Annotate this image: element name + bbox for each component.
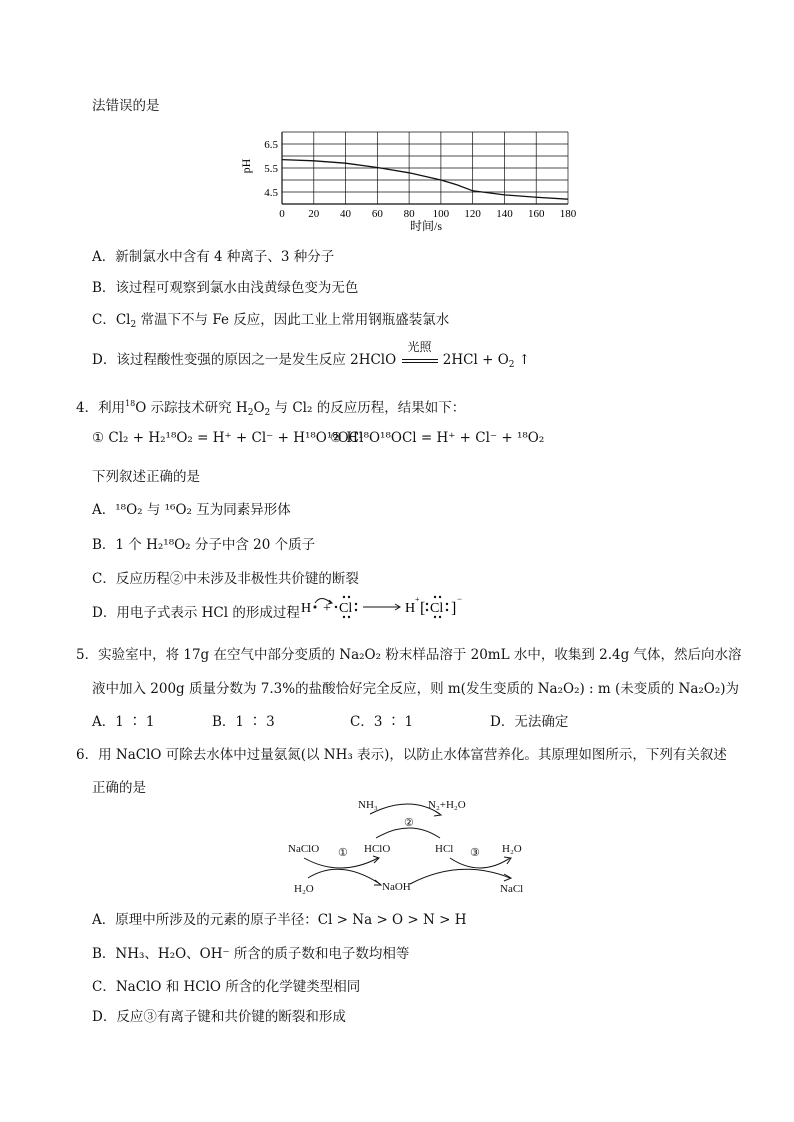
- q5-option-b: B．1 ∶ 3: [212, 714, 275, 730]
- naoh-label: NaOH: [382, 881, 411, 893]
- svg-text:]: ]: [451, 600, 457, 617]
- q3-option-c: [92, 308, 449, 330]
- q3-c-sub: 2: [130, 320, 137, 330]
- x-tick-140: 140: [496, 208, 513, 220]
- q4-d-text: D．用电子式表示 HCl 的形成过程: [92, 605, 300, 621]
- y-axis-label: pH: [239, 158, 253, 174]
- q5-stem-line2: 液中加入 200g 质量分数为 7.3%的盐酸恰好完全反应，则 m(发生变质的 Na₂O₂) : m (未变质的 Na₂O₂)为: [92, 681, 740, 697]
- nacl-label: NaCl: [500, 883, 524, 895]
- reaction-cycle-diagram: [280, 794, 540, 898]
- n2-h2o-label: N₂+H₂O: [428, 799, 466, 811]
- intro-text: 法错误的是: [92, 98, 160, 114]
- q6-option-c: C．NaClO 和 HClO 所含的化学键类型相同: [92, 979, 361, 995]
- q4-prompt: 下列叙述正确的是: [92, 469, 200, 485]
- x-tick-120: 120: [464, 208, 481, 220]
- q3-d-sub: 2: [508, 360, 515, 370]
- q4-stem: [76, 396, 465, 418]
- circle-2-label: ②: [404, 817, 414, 829]
- x-axis-label: 时间/s: [409, 219, 443, 233]
- svg-text:+: +: [415, 595, 420, 604]
- ph-time-chart: [236, 124, 586, 234]
- hclo-label: HClO: [364, 843, 391, 855]
- y-tick-5.5: 5.5: [264, 163, 278, 175]
- nh3-label: NH₃: [358, 799, 378, 811]
- q3-option-d: [92, 340, 531, 370]
- arc-reaction-3: [410, 869, 510, 884]
- x-tick-100: 100: [432, 208, 450, 220]
- q4-stem-sub1: 2: [247, 408, 254, 418]
- x-tick-180: 180: [559, 208, 577, 220]
- svg-text:[: [: [420, 600, 426, 617]
- hcl-electron-formula: [299, 592, 479, 622]
- circle-3-label: ③: [470, 847, 480, 859]
- arc-reaction-1: [304, 858, 378, 868]
- q6-stem-line2: 正确的是: [92, 780, 146, 796]
- naclo-label: NaClO: [288, 843, 320, 855]
- x-tick-40: 40: [340, 208, 352, 220]
- q3-d-condition-arrow: [401, 340, 439, 368]
- q5-option-d: D．无法确定: [490, 714, 569, 730]
- q3-c-text: 常温下不与 Fe 反应，因此工业上常用钢瓶盛装氯水: [140, 312, 450, 328]
- q3-option-b: B．该过程可观察到氯水由浅黄绿色变为无色: [92, 280, 359, 296]
- ph-curve: [282, 160, 568, 200]
- q3-d-condition: 光照: [407, 340, 432, 354]
- q4-option-d: [92, 601, 300, 621]
- q4-equation-2: ② H¹⁸O¹⁸OCl = H⁺ + Cl⁻ + ¹⁸O₂: [330, 430, 545, 446]
- x-tick-60: 60: [371, 208, 383, 220]
- h2o-left-label: H₂O: [294, 883, 314, 895]
- h2o-right-label: H₂O: [502, 843, 522, 855]
- q5-option-a: A．1 ∶ 1: [92, 714, 155, 730]
- y-tick-6.5: 6.5: [264, 139, 278, 151]
- y-tick-4.5: 4.5: [264, 187, 278, 199]
- q3-d-prefix: D．该过程酸性变强的原因之一是发生反应 2HClO: [92, 352, 397, 368]
- q4-stem-c: 与 Cl₂ 的反应历程，结果如下：: [270, 400, 466, 416]
- q6-option-b: B．NH₃、H₂O、OH⁻ 所含的质子数和电子数均相等: [92, 946, 410, 962]
- svg-text:−: −: [457, 594, 463, 604]
- q4-stem-b: O 示踪技术研究 H: [135, 400, 248, 416]
- x-tick-160: 160: [527, 208, 545, 220]
- q4-option-a: A．¹⁸O₂ 与 ¹⁶O₂ 互为同素异形体: [92, 502, 291, 518]
- arc-reaction-1-lower: [308, 869, 380, 884]
- q3-option-a: A．新制氯水中含有 4 种离子、3 种分子: [92, 249, 335, 265]
- svg-text:H: H: [405, 601, 416, 616]
- q5-option-c: C．3 ∶ 1: [350, 714, 414, 730]
- q3-d-products: 2HCl + O: [442, 352, 509, 368]
- x-tick-0: 0: [279, 208, 285, 220]
- q5-stem-line1: 5．实验室中，将 17g 在空气中部分变质的 Na₂O₂ 粉末样品溶于 20mL 水中，收集到 2.4g 气体，然后向水溶: [76, 647, 742, 663]
- q4-stem-sup: 18: [125, 399, 136, 408]
- q6-stem-line1: 6．用 NaClO 可除去水体中过量氨氮(以 NH₃ 表示)，以防止水体富营养化。其原理如图所示，下列有关叙述: [76, 747, 727, 763]
- q4-stem-o: O: [253, 400, 265, 416]
- q3-c-prefix: C．: [92, 312, 116, 328]
- q6-option-a: A．原理中所涉及的元素的原子半径：Cl > Na > O > N > H: [92, 912, 467, 928]
- svg-text:+: +: [323, 601, 331, 616]
- q4-stem-a: 4．利用: [76, 400, 126, 416]
- q4-equation-1: ① Cl₂ + H₂¹⁸O₂ = H⁺ + Cl⁻ + H¹⁸O¹⁸OCl: [92, 430, 364, 446]
- svg-text:Cl: Cl: [339, 601, 353, 616]
- arc-reaction-2-lower: [376, 828, 440, 838]
- q6-option-d: D．反应③有离子键和共价键的断裂和形成: [92, 1009, 346, 1025]
- circle-1-label: ①: [338, 847, 348, 859]
- svg-text:Cl: Cl: [430, 601, 444, 616]
- q4-stem-sub2: 2: [264, 408, 271, 418]
- x-tick-20: 20: [308, 208, 320, 220]
- hcl-label: HCl: [435, 843, 454, 855]
- q3-c-cl: Cl: [115, 312, 131, 328]
- svg-text:H: H: [301, 601, 312, 616]
- x-tick-80: 80: [403, 208, 415, 220]
- q3-d-arrow: ↑: [518, 352, 531, 368]
- q4-option-b: B．1 个 H₂¹⁸O₂ 分子中含 20 个质子: [92, 537, 316, 553]
- q4-option-c: C．反应历程②中未涉及非极性共价键的断裂: [92, 571, 359, 587]
- arc-reaction-3-upper: [450, 858, 510, 868]
